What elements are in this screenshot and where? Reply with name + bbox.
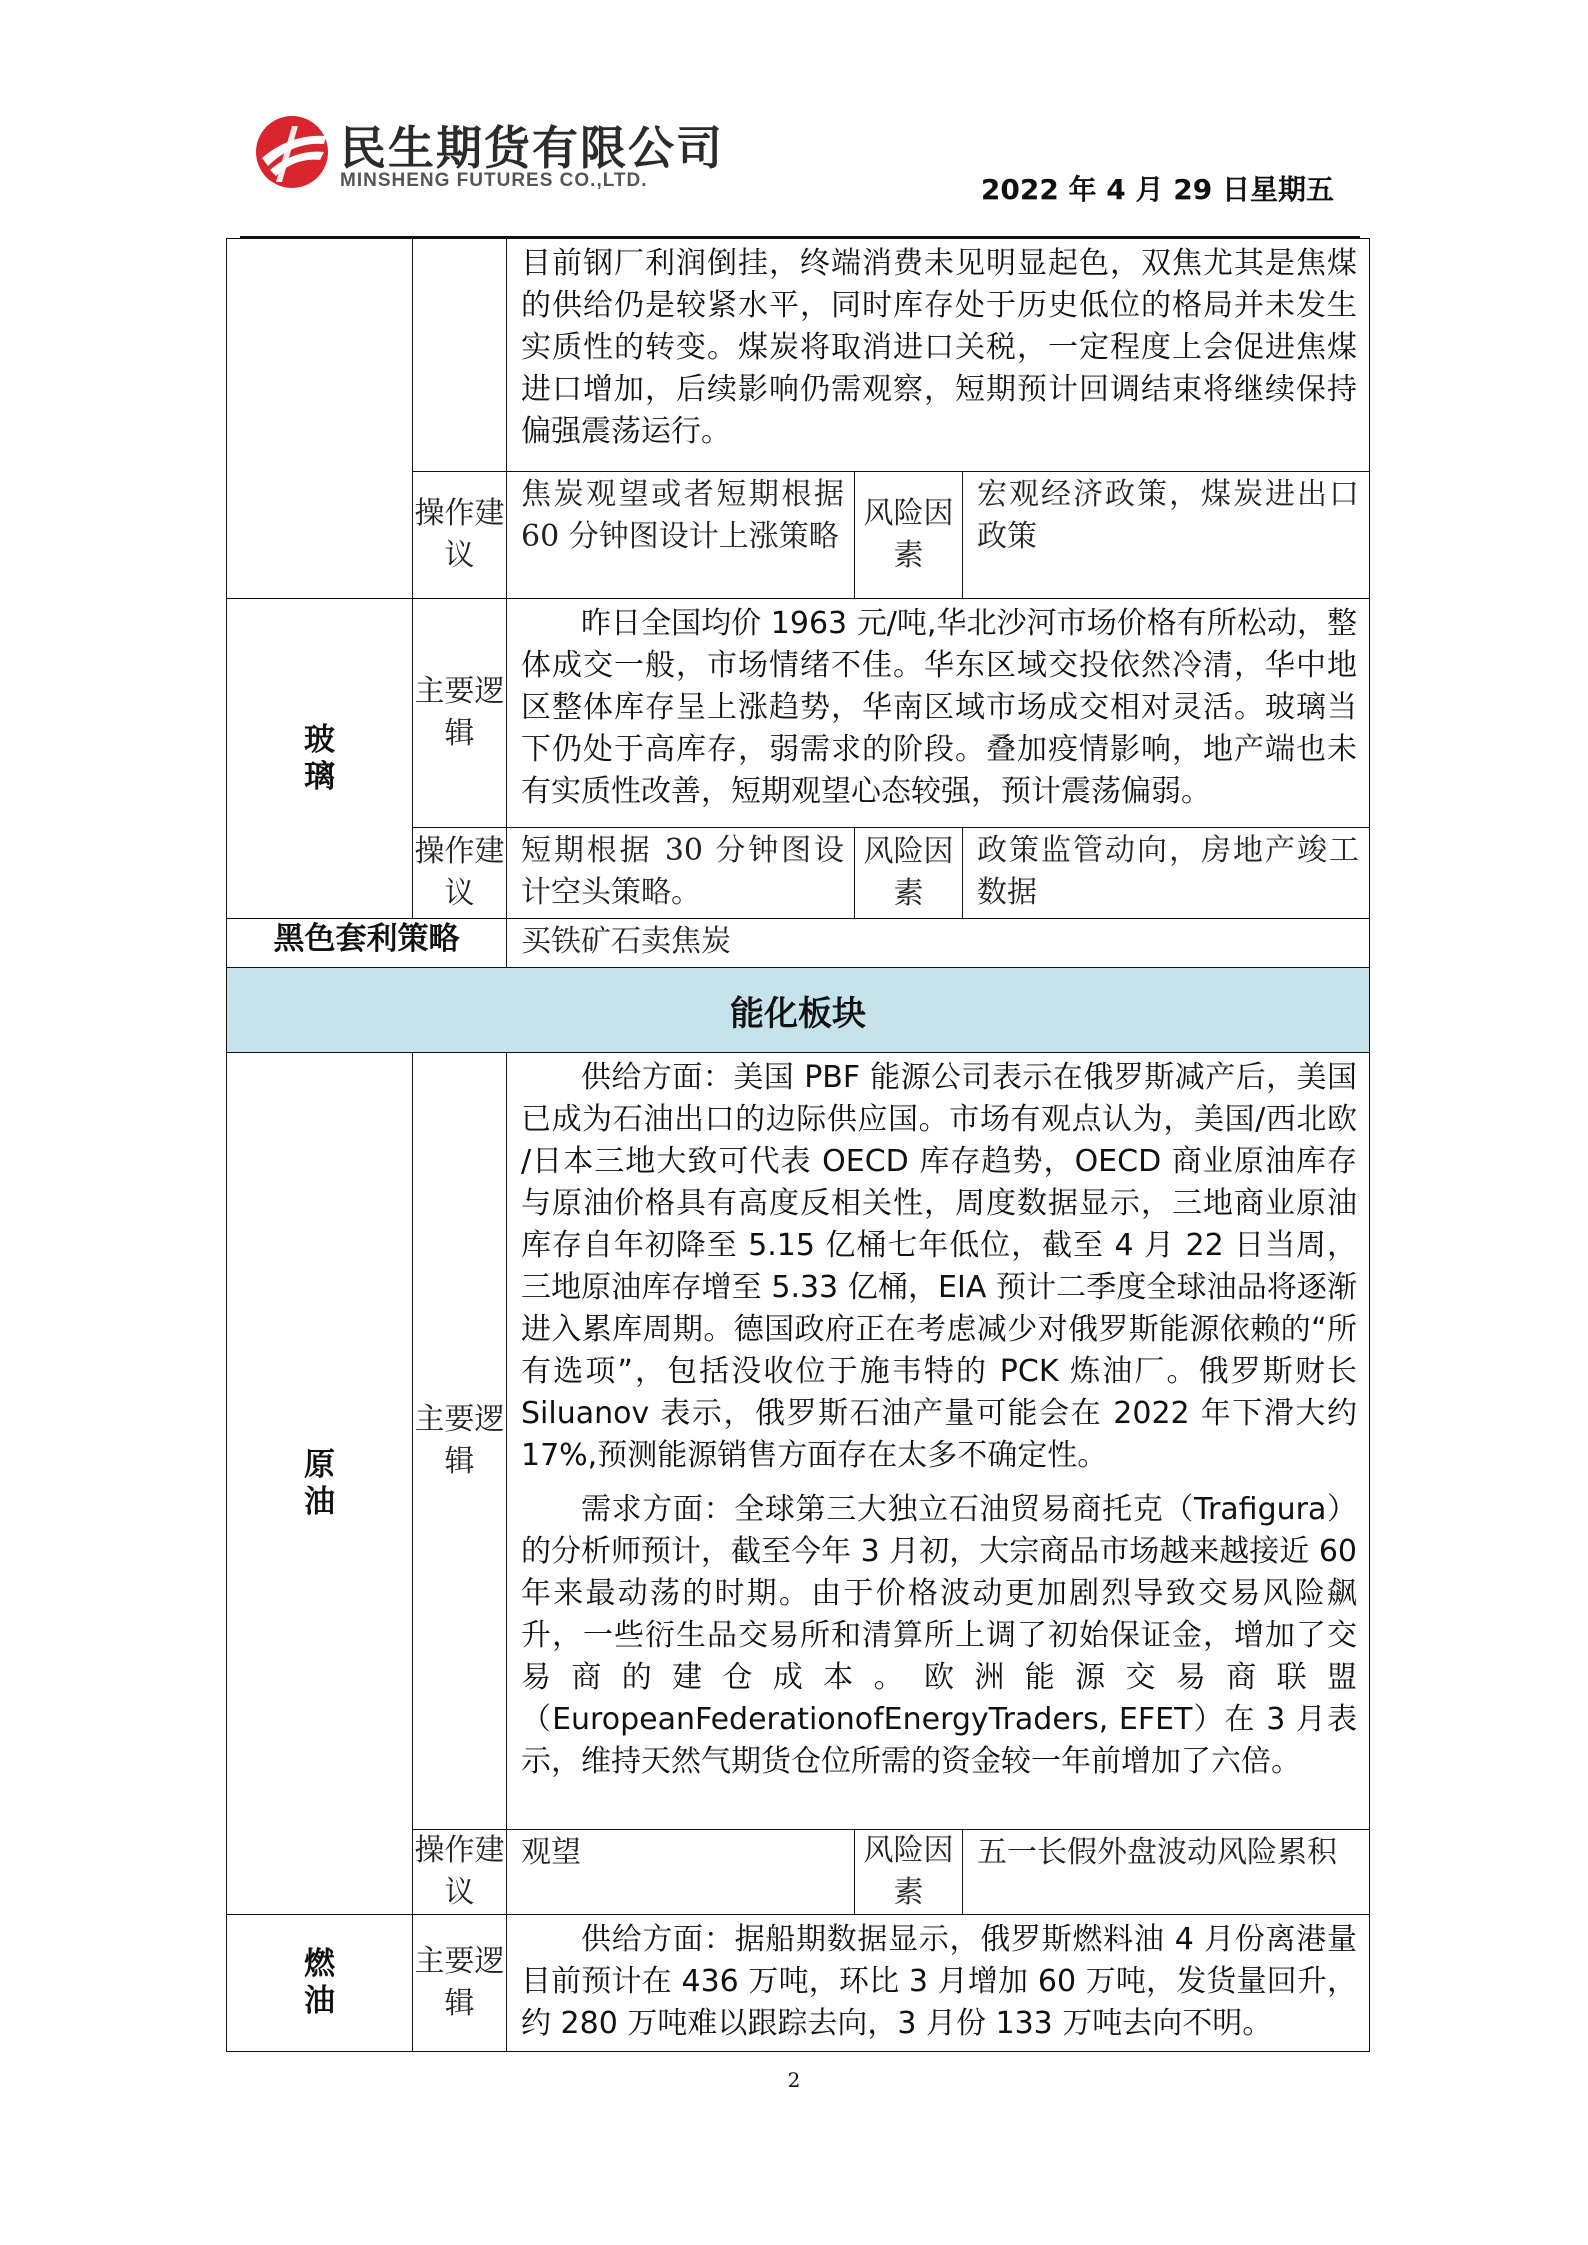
report-date: 2022 年 4 月 29 日星期五 [980, 173, 1334, 206]
coke-advice: 焦炭观望或者短期根据 60 分钟图设计上涨策略 [507, 472, 855, 599]
minsheng-logo-icon [252, 112, 332, 192]
table-row [227, 599, 1370, 828]
commodity-name-cell [227, 239, 413, 599]
table-row [227, 1915, 1370, 2052]
commodity-name-glass [227, 599, 413, 919]
coke-logic-cell [507, 239, 1370, 472]
logic-label: 主要逻辑 [413, 599, 507, 828]
table-row [227, 239, 1370, 472]
commodity-name-crude [227, 1053, 413, 1915]
crude-name-text: 原油 [304, 1446, 335, 1520]
black-arbitrage-label: 黑色套利策略 [227, 919, 507, 968]
glass-logic-cell [507, 599, 1370, 828]
glass-logic-text: 昨日全国均价 1963 元/吨,华北沙河市场价格有所松动，整体成交一般，市场情绪不佳。华东区域交投依然冷清，华中地区整体库存呈上涨趋势，华南区域市场成交相对灵活。玻璃当下仍处于高库存，弱需求的阶段。叠加疫情影响，地产端也未有实质性改善，短期观望心态较强，预计震荡偏弱。 [521, 606, 1357, 809]
crude-logic-demand: 需求方面：全球第三大独立石油贸易商托克（Trafigura）的分析师预计，截至今年 3 月初，大宗商品市场越来越接近 60 年来最动荡的时期。由于价格波动更加剧烈导致交易风险飙升，一些衍生品交易所和清算所上调了初始保证金，增加了交易商的建仓成本。欧洲能源交易商联盟（EuropeanFederationofEnergyTraders, EFET）在 3 月表示，维持天然气期货仓位所需的资金较一年前增加了六倍。 [521, 1492, 1357, 1779]
logic-label-cell [413, 239, 507, 472]
company-name-cn: 民生期货有限公司 [340, 121, 724, 175]
black-arbitrage-value: 买铁矿石卖焦炭 [507, 919, 1370, 968]
table-row [227, 919, 1370, 968]
glass-name-text: 玻璃 [304, 721, 335, 795]
company-name-en: MINSHENG FUTURES CO.,LTD. [340, 170, 648, 191]
table-row [227, 968, 1370, 1053]
page-header [0, 0, 1588, 240]
advice-label: 操作建议 [413, 1830, 507, 1915]
glass-advice: 短期根据 30 分钟图设计空头策略。 [507, 828, 855, 919]
strategy-table [226, 238, 1370, 2052]
fuel-oil-logic-cell [507, 1915, 1370, 2052]
advice-label: 操作建议 [413, 472, 507, 599]
glass-risk: 政策监管动向，房地产竣工数据 [963, 828, 1370, 919]
logic-label: 主要逻辑 [413, 1053, 507, 1830]
risk-label: 风险因素 [855, 472, 963, 599]
page-number: 2 [787, 2068, 801, 2092]
commodity-name-fuel-oil [227, 1915, 413, 2052]
coke-logic-text: 目前钢厂利润倒挂，终端消费未见明显起色，双焦尤其是焦煤的供给仍是较紧水平，同时库存处于历史低位的格局并未发生实质性的转变。煤炭将取消进口关税，一定程度上会促进焦煤进口增加，后续影响仍需观察，短期预计回调结束将继续保持偏强震荡运行。 [521, 246, 1357, 449]
advice-label: 操作建议 [413, 828, 507, 919]
crude-logic-supply: 供给方面：美国 PBF 能源公司表示在俄罗斯减产后，美国已成为石油出口的边际供应国。市场有观点认为，美国/西北欧 /日本三地大致可代表 OECD 库存趋势，OECD 商业原油库存与原油价格具有高度反相关性，周度数据显示，三地商业原油库存自年初降至 5.15 亿桶七年低位，截至 4 月 22 日当周，三地原油库存增至 5.33 亿桶，EIA 预计二季度全球油品将逐渐进入累库周期。德国政府正在考虑减少对俄罗斯能源依赖的“所有选项”，包括没收位于施韦特的 PCK 炼油厂。俄罗斯财长 Siluanov 表示，俄罗斯石油产量可能会在 2022 年下滑大约 17%,预测能源销售方面存在太多不确定性。 [521, 1060, 1357, 1473]
section-title-energy-chemical: 能化板块 [227, 968, 1370, 1053]
risk-label: 风险因素 [855, 828, 963, 919]
crude-advice: 观望 [507, 1830, 855, 1915]
fuel-oil-name-text: 燃油 [304, 1946, 335, 2019]
risk-label: 风险因素 [855, 1830, 963, 1915]
crude-logic-cell [507, 1053, 1370, 1830]
crude-risk: 五一长假外盘波动风险累积 [963, 1830, 1370, 1915]
logic-label: 主要逻辑 [413, 1915, 507, 2052]
fuel-oil-logic-supply: 供给方面：据船期数据显示，俄罗斯燃料油 4 月份离港量目前预计在 436 万吨，环比 3 月增加 60 万吨，发货量回升，约 280 万吨难以跟踪去向，3 月份 133 万吨去向不明。 [521, 1922, 1357, 2041]
table-row [227, 1053, 1370, 1830]
coke-risk: 宏观经济政策，煤炭进出口政策 [963, 472, 1370, 599]
